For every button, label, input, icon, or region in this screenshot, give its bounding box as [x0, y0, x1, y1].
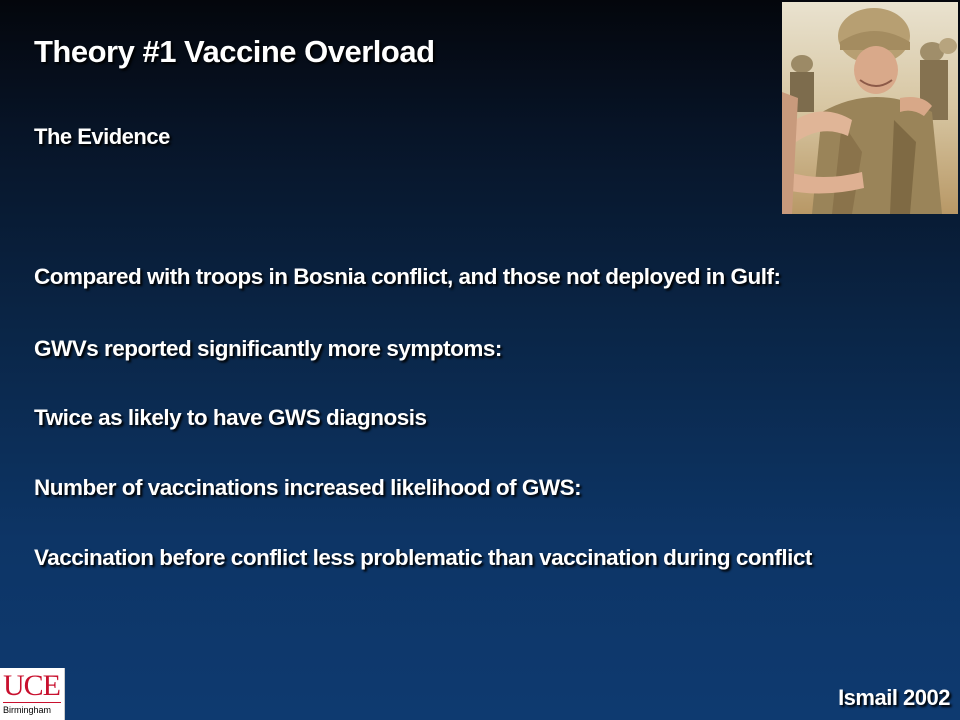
soldiers-photo — [782, 2, 958, 214]
evidence-line: Vaccination before conflict less problematic than vaccination during conflict — [34, 545, 812, 570]
slide-subtitle: The Evidence — [34, 124, 170, 149]
logo-divider — [3, 702, 61, 703]
evidence-line: Twice as likely to have GWS diagnosis — [34, 405, 427, 430]
logo-city: Birmingham — [3, 705, 52, 715]
slide-title: Theory #1 Vaccine Overload — [34, 34, 435, 69]
evidence-line: GWVs reported significantly more symptoms: — [34, 336, 502, 361]
evidence-line: Number of vaccinations increased likelihood of GWS: — [34, 475, 582, 500]
citation: Ismail 2002 — [838, 685, 950, 710]
soldiers-photo-image — [782, 2, 958, 214]
logo-mark: UCE — [3, 669, 60, 702]
evidence-line: Compared with troops in Bosnia conflict, and those not deployed in Gulf: — [34, 264, 781, 289]
uce-birmingham-logo — [0, 668, 65, 720]
